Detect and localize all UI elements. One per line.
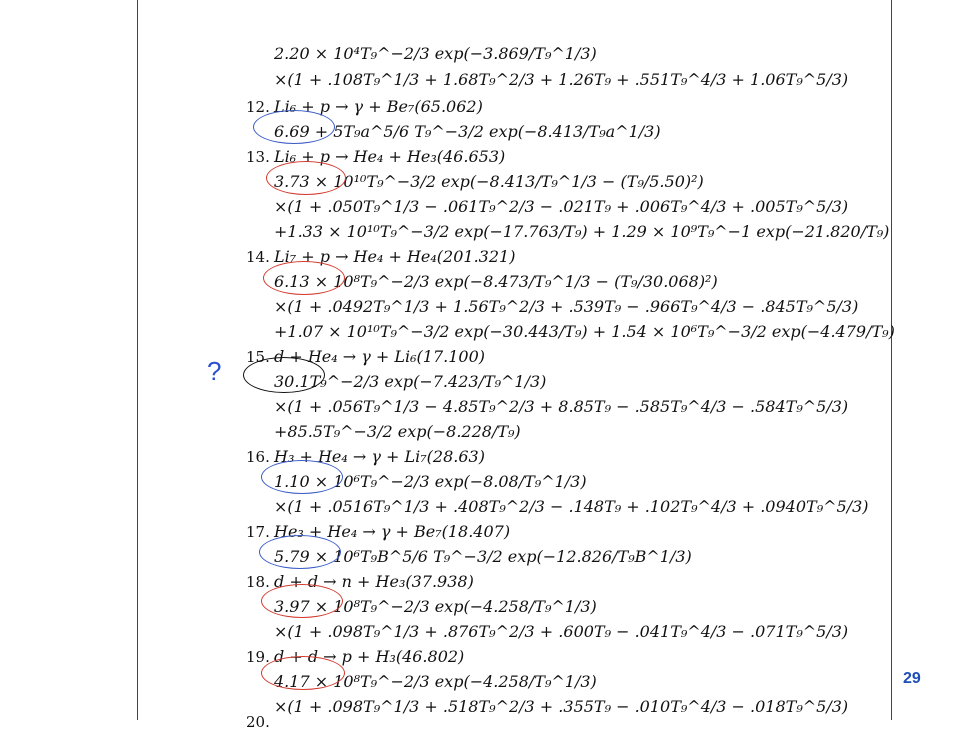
formula-text: He₃ + He₄ → γ + Be₇(18.407) xyxy=(274,522,511,541)
formula-text: ×(1 + .0492T₉^1/3 + 1.56T₉^2/3 + .539T₉ − .966T₉^4/3 − .845T₉^5/3) xyxy=(274,297,859,316)
formula-text: 4.17 × 10⁸T₉^−2/3 exp(−4.258/T₉^1/3) xyxy=(274,672,597,691)
formula-text: Li₆ + p → γ + Be₇(65.062) xyxy=(274,97,483,116)
formula-text: 3.73 × 10¹⁰T₉^−3/2 exp(−8.413/T₉^1/3 − (T₉/5.50)²) xyxy=(274,172,704,191)
formula-text: ×(1 + .098T₉^1/3 + .876T₉^2/3 + .600T₉ − .041T₉^4/3 − .071T₉^5/3) xyxy=(274,622,849,641)
reaction-number: 20. xyxy=(246,713,270,731)
formula-text: H₃ + He₄ → γ + Li₇(28.63) xyxy=(274,447,485,466)
reaction-number: 14. xyxy=(246,248,270,266)
highlight-ellipse xyxy=(261,584,343,618)
formula-text: d + d → p + H₃(46.802) xyxy=(274,647,465,666)
formula-text: 1.10 × 10⁶T₉^−2/3 exp(−8.08/T₉^1/3) xyxy=(274,472,587,491)
highlight-ellipse xyxy=(261,460,343,494)
formula-text: +1.07 × 10¹⁰T₉^−3/2 exp(−30.443/T₉) + 1.54 × 10⁶T₉^−3/2 exp(−4.479/T₉) xyxy=(274,322,895,341)
formula-text: ×(1 + .098T₉^1/3 + .518T₉^2/3 + .355T₉ − .010T₉^4/3 − .018T₉^5/3) xyxy=(274,697,849,716)
formula-text: 5.79 × 10⁶T₉B^5/6 T₉^−3/2 exp(−12.826/T₉B^1/3) xyxy=(274,547,692,566)
reaction-number: 12. xyxy=(246,98,270,116)
highlight-ellipse xyxy=(243,357,325,393)
formula-text: Li₇ + p → He₄ + He₄(201.321) xyxy=(274,247,516,266)
formula-text: 2.20 × 10⁴T₉^−2/3 exp(−3.869/T₉^1/3) xyxy=(274,44,597,63)
highlight-ellipse xyxy=(261,656,345,690)
formula-text: ×(1 + .108T₉^1/3 + 1.68T₉^2/3 + 1.26T₉ + .551T₉^4/3 + 1.06T₉^5/3) xyxy=(274,70,849,89)
formula-text: 6.69 + 5T₉a^5/6 T₉^−3/2 exp(−8.413/T₉a^1/3) xyxy=(274,122,661,141)
formula-text: ×(1 + .0516T₉^1/3 + .408T₉^2/3 − .148T₉ + .102T₉^4/3 + .0940T₉^5/3) xyxy=(274,497,869,516)
formula-text: ×(1 + .050T₉^1/3 − .061T₉^2/3 − .021T₉ + .006T₉^4/3 + .005T₉^5/3) xyxy=(274,197,849,216)
reaction-number: 18. xyxy=(246,573,270,591)
reaction-number: 16. xyxy=(246,448,270,466)
reaction-number: 17. xyxy=(246,523,270,541)
formula-text: d + He₄ → γ + Li₆(17.100) xyxy=(274,347,485,366)
formula-text: 6.13 × 10⁸T₉^−2/3 exp(−8.473/T₉^1/3 − (T₉/30.068)²) xyxy=(274,272,718,291)
highlight-ellipse xyxy=(253,110,335,144)
formula-text: d + d → n + He₃(37.938) xyxy=(274,572,474,591)
highlight-ellipse xyxy=(259,535,341,569)
reaction-number: 15. xyxy=(246,348,270,366)
highlight-ellipse xyxy=(266,161,346,195)
formula-text: 3.97 × 10⁸T₉^−2/3 exp(−4.258/T₉^1/3) xyxy=(274,597,597,616)
formula-text: +1.33 × 10¹⁰T₉^−3/2 exp(−17.763/T₉) + 1.29 × 10⁹T₉^−1 exp(−21.820/T₉) xyxy=(274,222,890,241)
formula-text: Li₆ + p → He₄ + He₃(46.653) xyxy=(274,147,506,166)
reaction-number: 13. xyxy=(246,148,270,166)
slide-page-number: 29 xyxy=(903,670,921,687)
question-mark-annotation: ? xyxy=(207,356,222,386)
formula-text: ×(1 + .056T₉^1/3 − 4.85T₉^2/3 + 8.85T₉ − .585T₉^4/3 − .584T₉^5/3) xyxy=(274,397,849,416)
formula-text: 30.1T₉^−2/3 exp(−7.423/T₉^1/3) xyxy=(274,372,547,391)
reaction-number: 19. xyxy=(246,648,270,666)
scanned-page xyxy=(137,0,895,731)
highlight-ellipse xyxy=(263,261,345,295)
formula-text: +85.5T₉^−3/2 exp(−8.228/T₉) xyxy=(274,422,521,441)
